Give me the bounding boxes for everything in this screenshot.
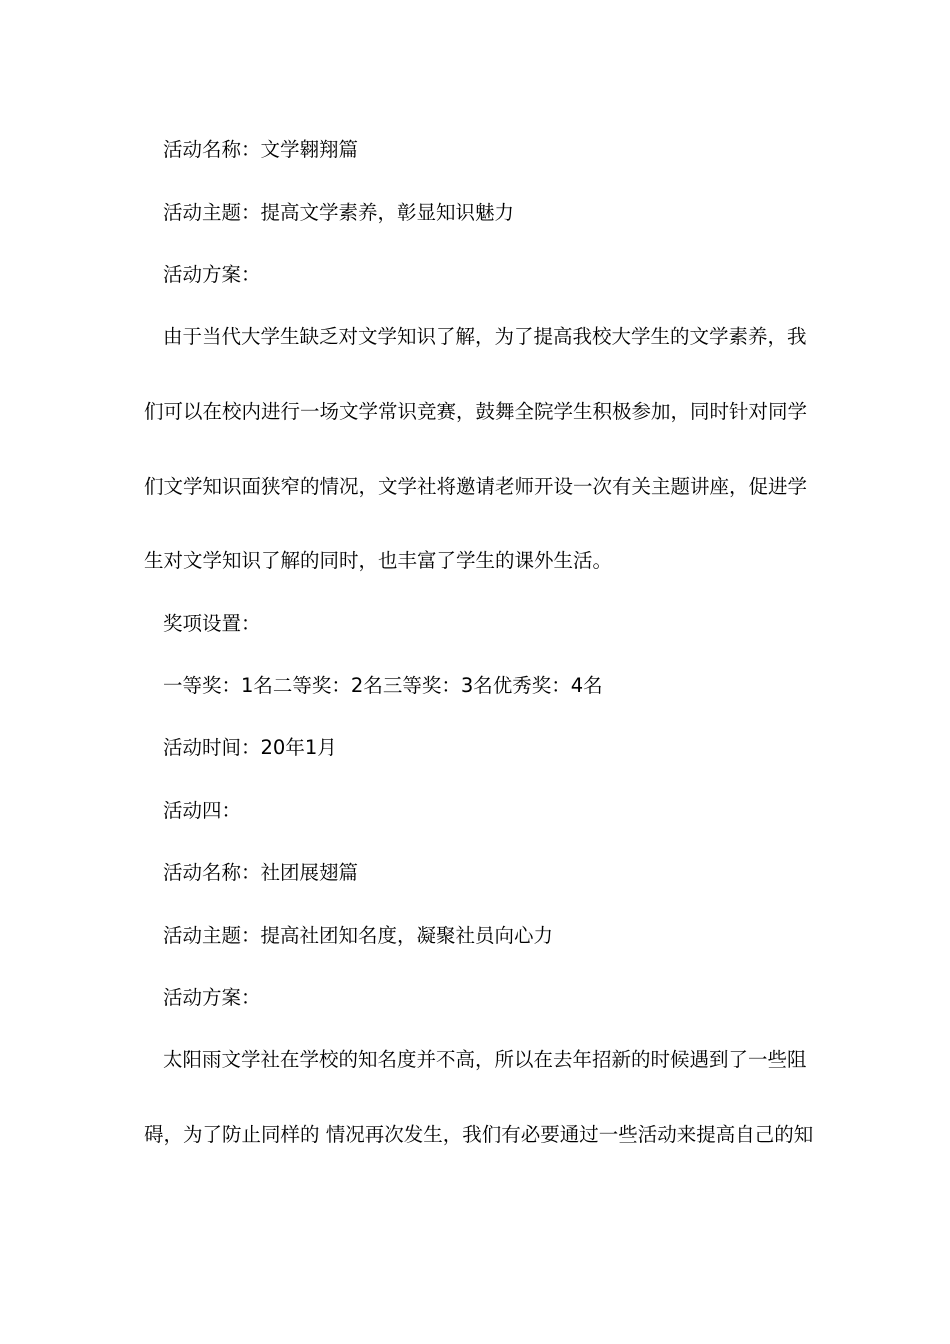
activity-plan-heading: 活动方案： [163, 986, 261, 1009]
activity-theme-line: 活动主题：提高社团知名度，凝聚社员向心力 [163, 924, 554, 947]
paragraph-line: 碍，为了防止同样的 情况再次发生，我们有必要通过一些活动来提高自己的知 [144, 1123, 814, 1146]
awards-line: 一等奖：1名二等奖：2名三等奖：3名优秀奖：4名 [163, 674, 603, 697]
activity-name-line: 活动名称：社团展翅篇 [163, 861, 359, 884]
activity-time-line: 活动时间：20年1月 [163, 736, 337, 759]
paragraph-line: 们文学知识面狭窄的情况，文学社将邀请老师开设一次有关主题讲座，促进学 [144, 475, 808, 498]
paragraph-line: 由于当代大学生缺乏对文学知识了解，为了提高我校大学生的文学素养，我 [163, 325, 807, 348]
activity-name-line: 活动名称：文学翱翔篇 [163, 138, 359, 161]
activity-plan-heading: 活动方案： [163, 263, 261, 286]
paragraph-line: 太阳雨文学社在学校的知名度并不高，所以在去年招新的时候遇到了一些阻 [163, 1048, 807, 1071]
awards-heading: 奖项设置： [163, 612, 261, 635]
activity-theme-line: 活动主题：提高文学素养，彰显知识魅力 [163, 201, 515, 224]
activity-four-heading: 活动四： [163, 799, 242, 822]
paragraph-line: 生对文学知识了解的同时，也丰富了学生的课外生活。 [144, 549, 613, 572]
paragraph-line: 们可以在校内进行一场文学常识竞赛，鼓舞全院学生积极参加，同时针对同学 [144, 400, 808, 423]
